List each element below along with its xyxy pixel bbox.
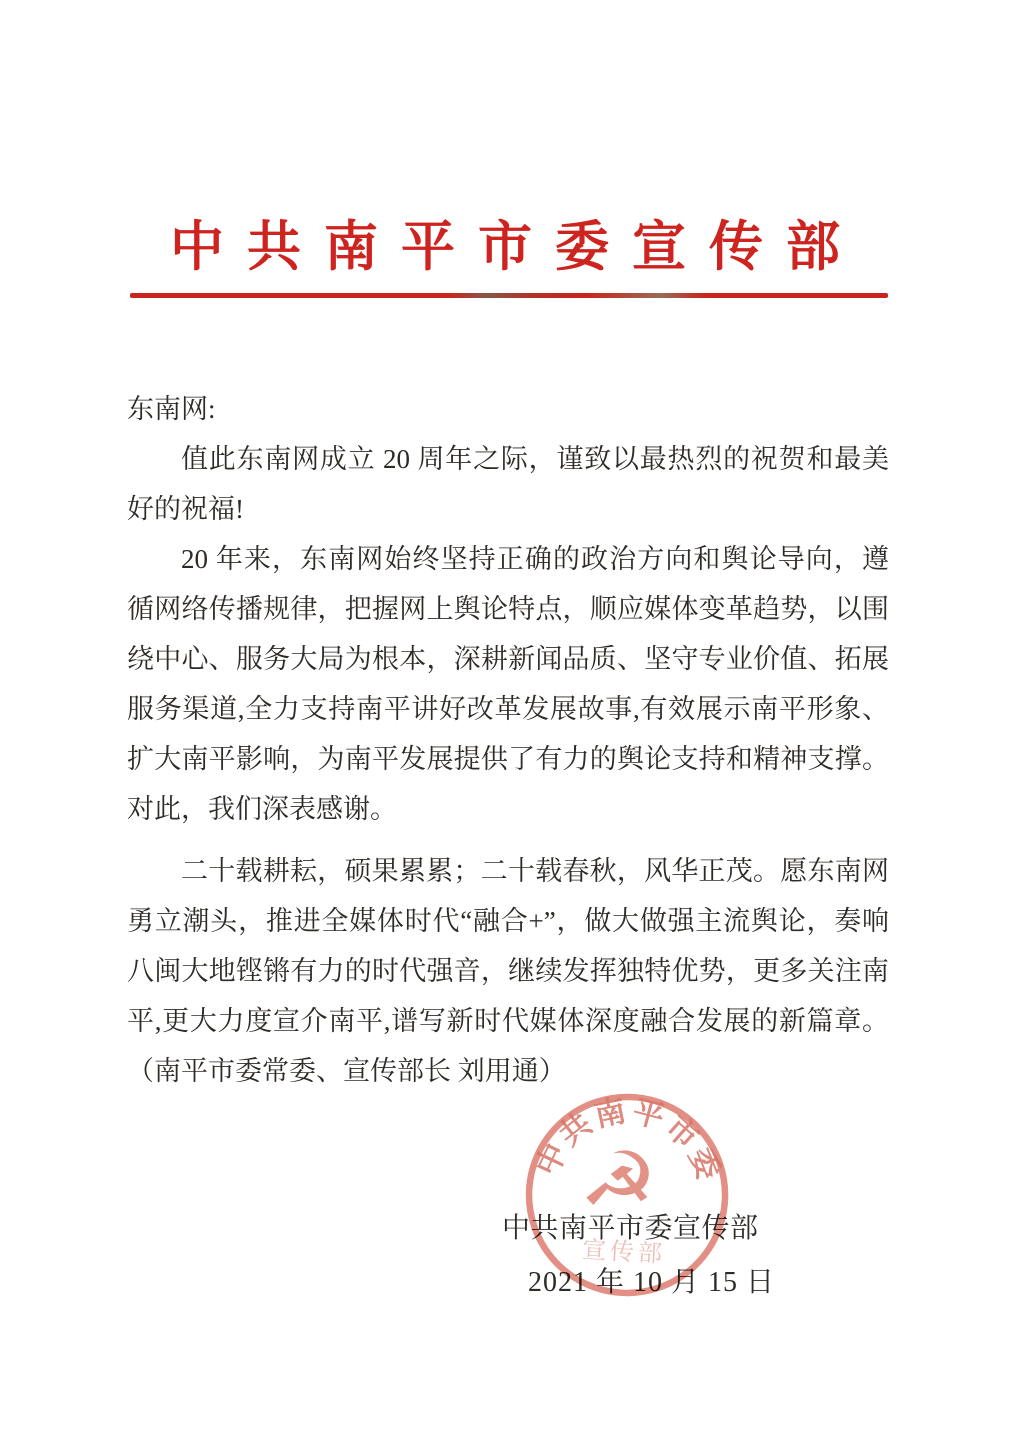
- paragraph-line: 勇立潮头，推进全媒体时代“融合+”，做大做强主流舆论，奏响: [127, 906, 889, 936]
- paragraph-line: 服务渠道,全力支持南平讲好改革发展故事,有效展示南平形象、: [127, 694, 889, 724]
- paragraph-line: 20 年来，东南网始终坚持正确的政治方向和舆论导向，遵: [181, 544, 889, 574]
- signature-date: 2021 年 10 月 15 日: [528, 1267, 776, 1298]
- letterhead-divider-rule: [130, 293, 888, 298]
- signer-attribution: （南平市委常委、宣传部长 刘用通）: [127, 1056, 566, 1086]
- signature-organization: 中共南平市委宣传部: [502, 1213, 759, 1244]
- seal-arc-text: 中共南平市委: [529, 1092, 727, 1185]
- paragraph-line: 对此，我们深表感谢。: [127, 794, 397, 824]
- paragraph-line: 扩大南平影响，为南平发展提供了有力的舆论支持和精神支撑。: [127, 744, 889, 774]
- letter-body: [127, 384, 889, 1096]
- paragraph-line: 循网络传播规律，把握网上舆论特点，顺应媒体变革趋势，以围: [127, 594, 889, 624]
- seal-bottom-text: 宣传部: [581, 1237, 667, 1269]
- paragraph-line: 二十载耕耘，硕果累累；二十载春秋，风华正茂。愿东南网: [181, 856, 889, 886]
- letterhead-title: 中共南平市委宣传部: [170, 217, 863, 277]
- paragraph-line: 平,更大力度宣介南平,谱写新时代媒体深度融合发展的新篇章。: [127, 1006, 889, 1036]
- paragraph-line: 八闽大地铿锵有力的时代强音，继续发挥独特优势，更多关注南: [127, 956, 889, 986]
- svg-text:中共南平市委: [528, 1088, 730, 1190]
- paragraph-line: 好的祝福!: [127, 494, 244, 524]
- salutation: 东南网:: [127, 394, 216, 424]
- paragraph-line: 绕中心、服务大局为根本，深耕新闻品质、坚守专业价值、拓展: [127, 644, 889, 674]
- hammer-and-sickle-icon: ☭: [574, 1128, 665, 1236]
- paragraph-line: 值此东南网成立 20 周年之际，谨致以最热烈的祝贺和最美: [181, 444, 889, 474]
